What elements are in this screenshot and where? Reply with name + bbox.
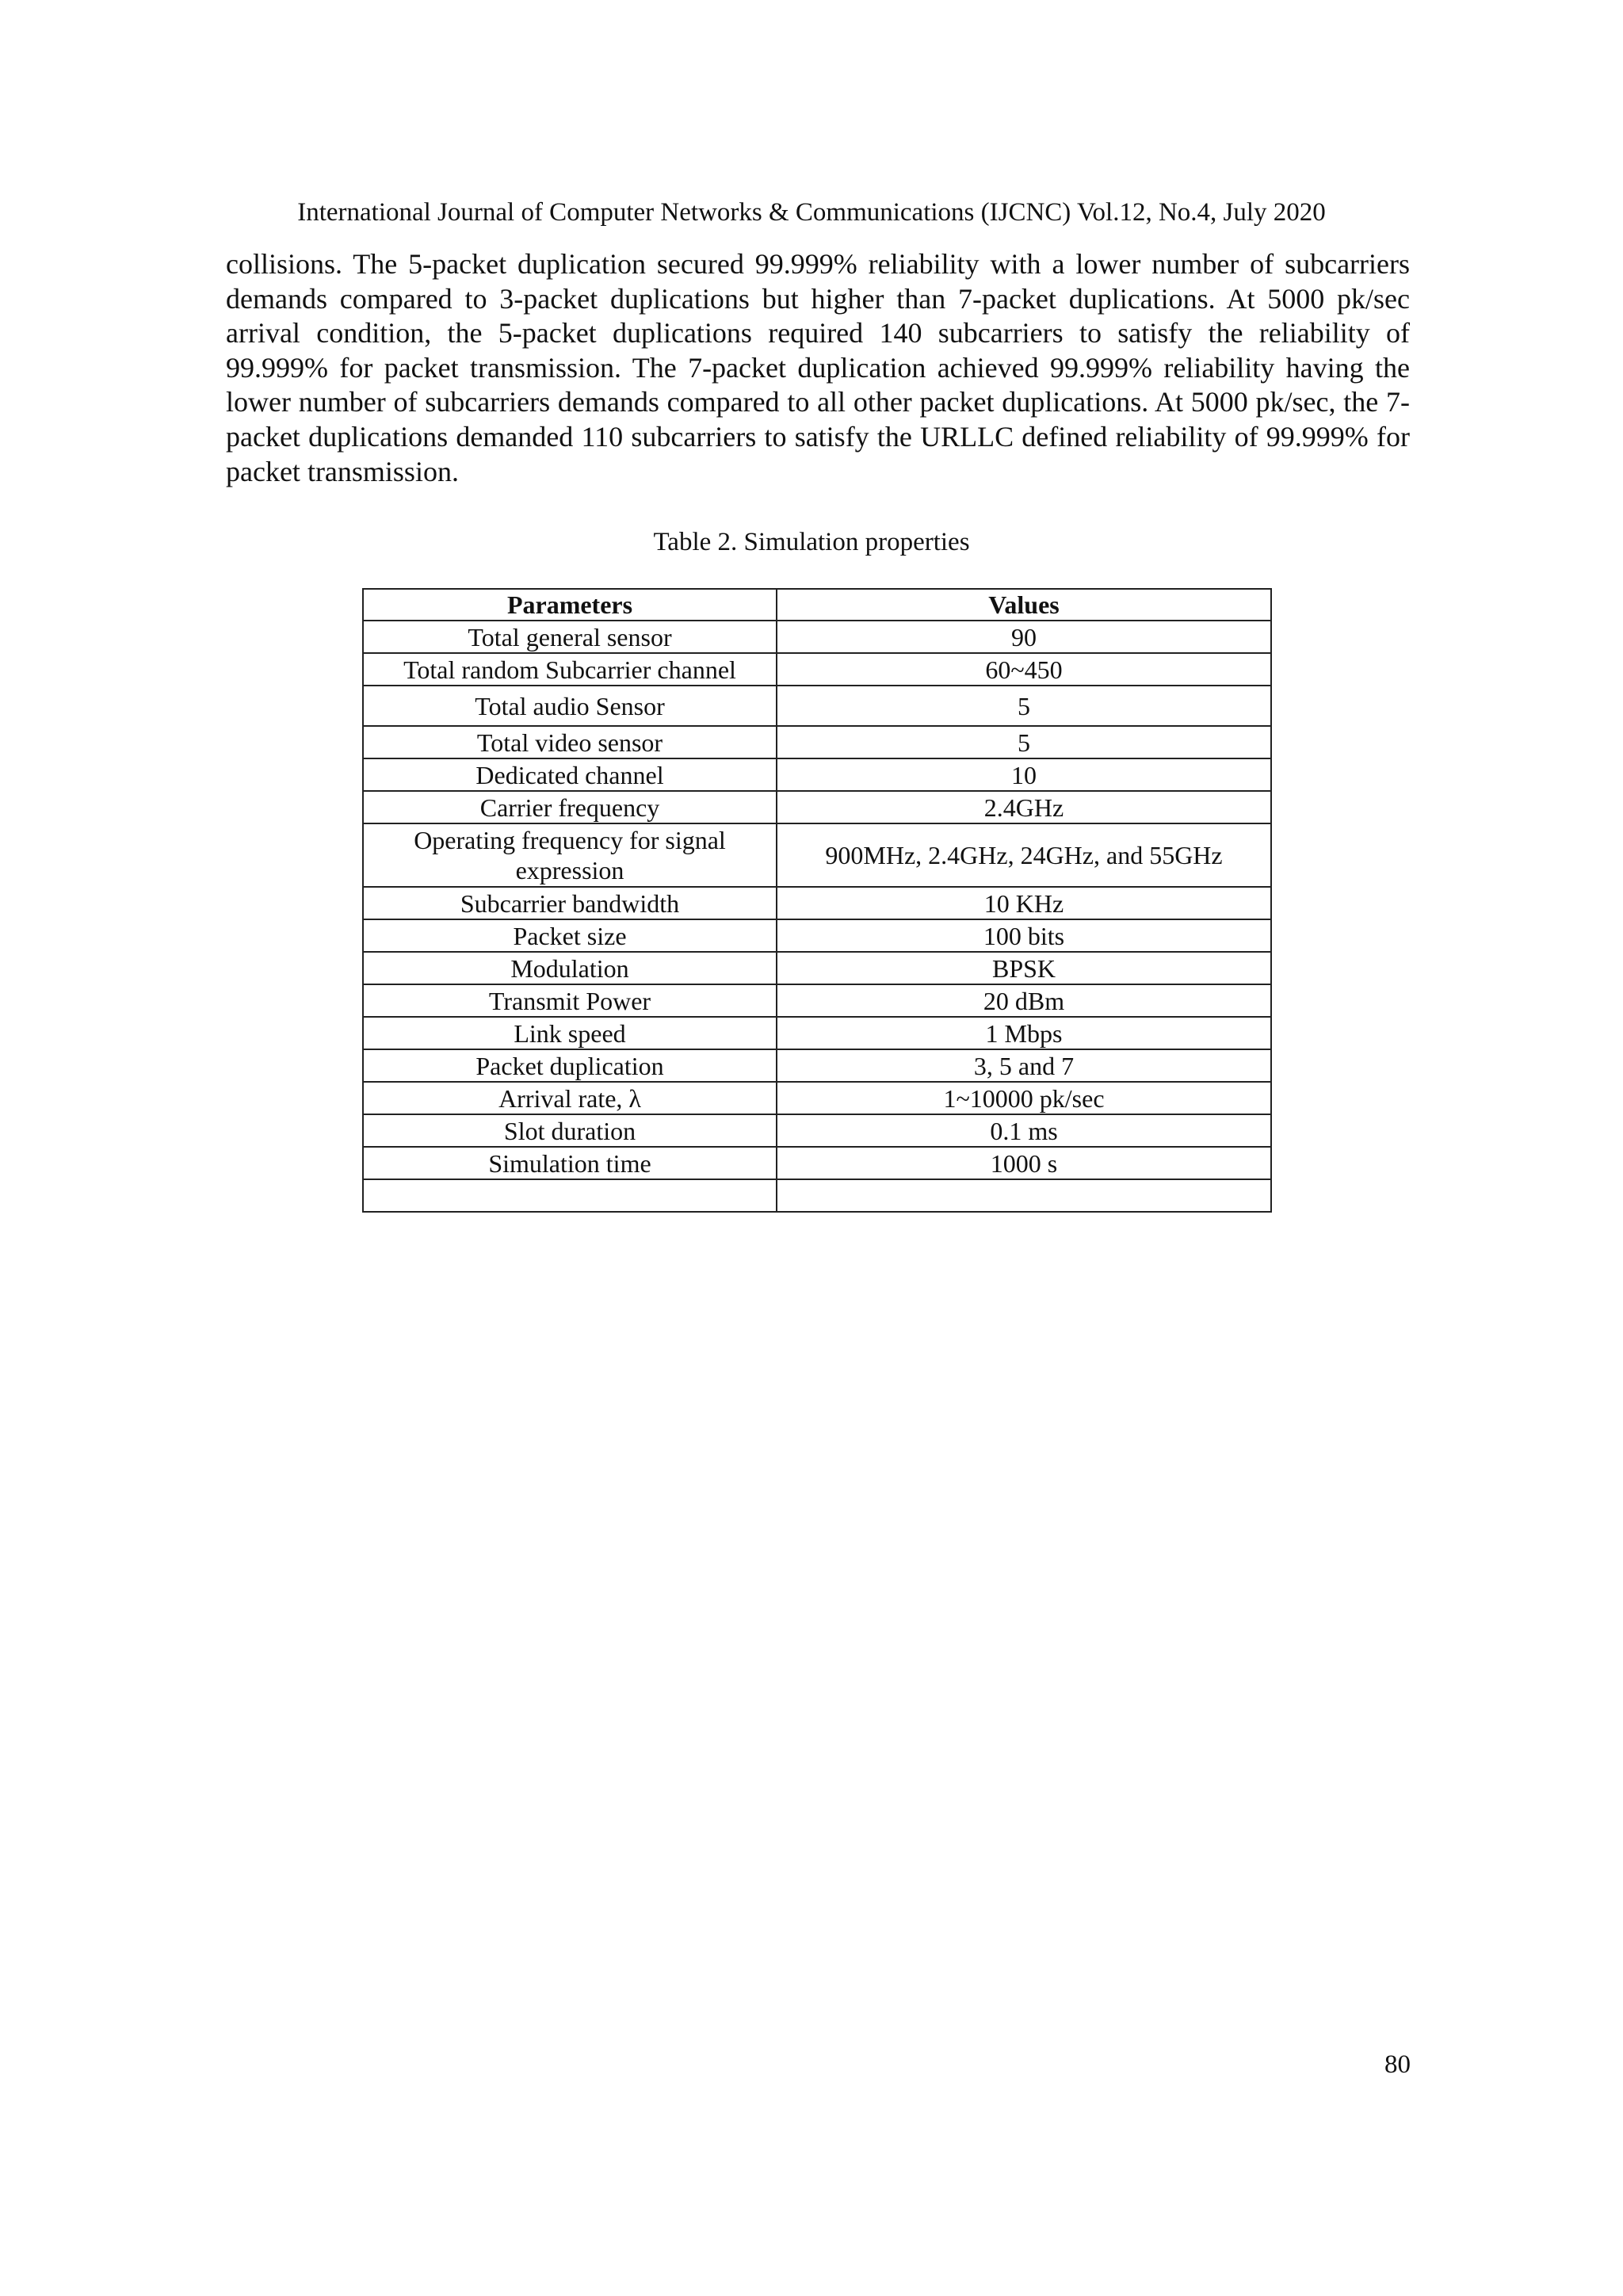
- table-row: [363, 919, 1271, 952]
- table-row: [363, 1114, 1271, 1147]
- parameter-cell: Arrival rate, λ: [363, 1082, 777, 1114]
- parameter-cell: Subcarrier bandwidth: [363, 887, 777, 919]
- value-cell: 20 dBm: [777, 984, 1271, 1017]
- table-caption: Table 2. Simulation properties: [653, 528, 970, 556]
- table-row: [363, 952, 1271, 984]
- parameter-cell: Modulation: [363, 952, 777, 984]
- value-cell: 900MHz, 2.4GHz, 24GHz, and 55GHz: [777, 823, 1271, 887]
- table-row: [363, 791, 1271, 823]
- table-row: [363, 1082, 1271, 1114]
- table-row: [363, 984, 1271, 1017]
- table-row: [363, 823, 1271, 887]
- parameter-cell: Operating frequency for signal expression: [363, 823, 777, 887]
- page-number: 80: [1384, 2050, 1411, 2079]
- parameter-cell: Packet size: [363, 919, 777, 952]
- running-header: International Journal of Computer Networks & Communications (IJCNC) Vol.12, No.4, July 2020: [297, 198, 1326, 227]
- parameter-cell: Total general sensor: [363, 621, 777, 653]
- table-row: [363, 758, 1271, 791]
- value-cell: 1000 s: [777, 1147, 1271, 1179]
- parameter-cell: Packet duplication: [363, 1049, 777, 1082]
- parameter-cell: Slot duration: [363, 1114, 777, 1147]
- table-row: [363, 1147, 1271, 1179]
- table-row: [363, 621, 1271, 653]
- value-cell: 60~450: [777, 653, 1271, 686]
- column-header-values: Values: [777, 589, 1271, 621]
- value-cell: BPSK: [777, 952, 1271, 984]
- parameter-cell: Link speed: [363, 1017, 777, 1049]
- value-cell: 0.1 ms: [777, 1114, 1271, 1147]
- table-row: [363, 726, 1271, 758]
- column-header-parameters: Parameters: [363, 589, 777, 621]
- parameter-cell: Total audio Sensor: [363, 686, 777, 726]
- parameter-cell: [363, 1179, 777, 1212]
- value-cell: 5: [777, 726, 1271, 758]
- value-cell: 90: [777, 621, 1271, 653]
- table-row: [363, 653, 1271, 686]
- table-header-row: [363, 589, 1271, 621]
- parameter-cell: Total random Subcarrier channel: [363, 653, 777, 686]
- table-row: [363, 1049, 1271, 1082]
- table-row-empty: [363, 1179, 1271, 1212]
- simulation-properties-table: [362, 588, 1272, 1213]
- parameter-cell: Total video sensor: [363, 726, 777, 758]
- value-cell: 10: [777, 758, 1271, 791]
- value-cell: 100 bits: [777, 919, 1271, 952]
- value-cell: 1 Mbps: [777, 1017, 1271, 1049]
- parameter-cell: Simulation time: [363, 1147, 777, 1179]
- parameter-cell: Carrier frequency: [363, 791, 777, 823]
- value-cell: 2.4GHz: [777, 791, 1271, 823]
- table-row: [363, 887, 1271, 919]
- table-row: [363, 1017, 1271, 1049]
- value-cell: 1~10000 pk/sec: [777, 1082, 1271, 1114]
- body-paragraph: collisions. The 5-packet duplication secured 99.999% reliability with a lower number of subcarriers demands compared to 3-packet duplications but higher than 7-packet duplications. At 5000 pk/sec arrival condition, the 5-packet duplications required 140 subcarriers to satisfy the reliability of 99.999% for packet transmission. The 7-packet duplication achieved 99.999% reliability having the lower number of subcarriers demands compared to all other packet duplications. At 5000 pk/sec, the 7-packet duplications demanded 110 subcarriers to satisfy the URLLC defined reliability of 99.999% for packet transmission.: [226, 248, 1410, 487]
- value-cell: [777, 1179, 1271, 1212]
- parameter-cell: Transmit Power: [363, 984, 777, 1017]
- parameter-cell: Dedicated channel: [363, 758, 777, 791]
- value-cell: 3, 5 and 7: [777, 1049, 1271, 1082]
- table-row: [363, 686, 1271, 726]
- value-cell: 10 KHz: [777, 887, 1271, 919]
- value-cell: 5: [777, 686, 1271, 726]
